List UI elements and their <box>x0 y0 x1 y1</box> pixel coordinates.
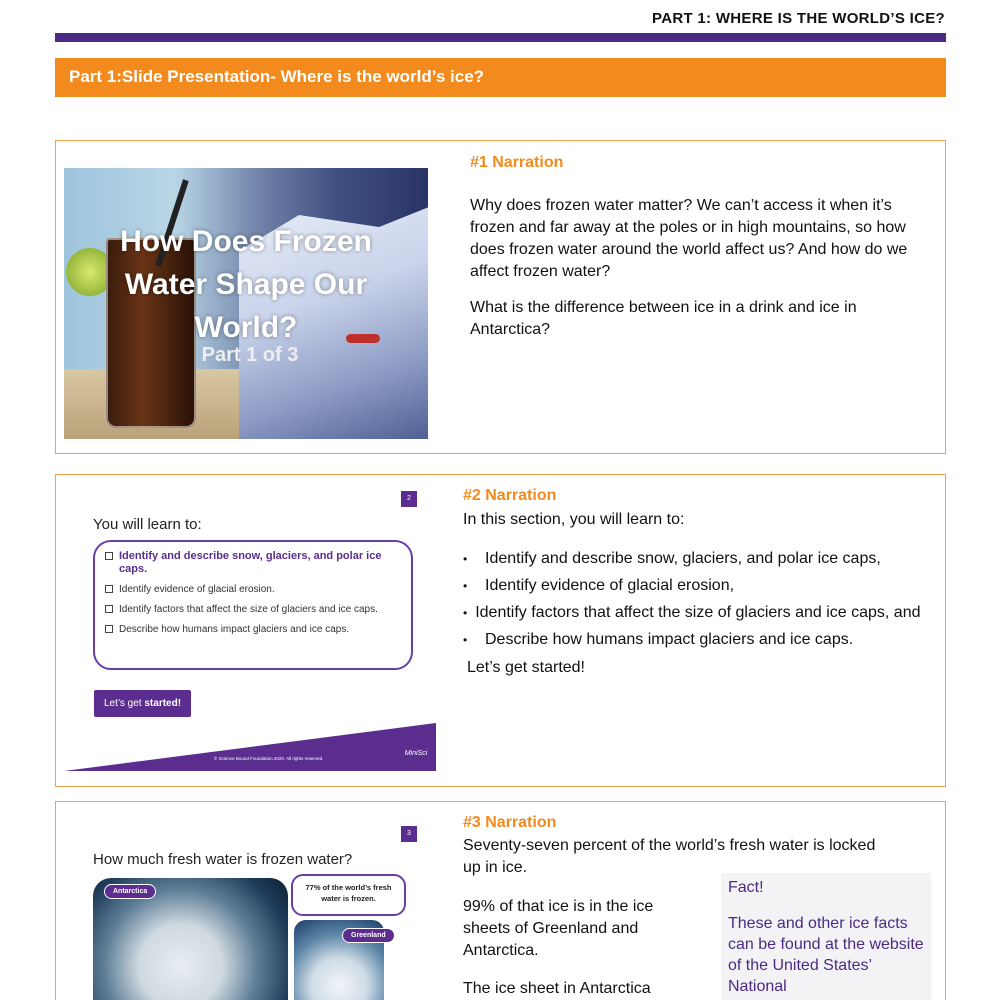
objective-item: Identify and describe snow, glaciers, and polar ice caps. <box>105 550 401 576</box>
section-banner: Part 1:Slide Presentation- Where is the world’s ice? <box>55 58 946 97</box>
narration-card-1 <box>55 140 946 454</box>
bullet-icon: • <box>463 579 468 593</box>
checkbox-icon <box>105 552 113 560</box>
greenland-label: Greenland <box>342 928 395 943</box>
bullet-item: • Describe how humans impact glaciers and ice caps. <box>463 631 854 648</box>
narration-2-closing: Let’s get started! <box>467 659 585 676</box>
slide-number-badge: 3 <box>401 826 417 842</box>
slide-fact-box: 77% of the world’s fresh water is frozen. <box>291 874 406 916</box>
objective-item: Identify evidence of glacial erosion. <box>105 583 401 596</box>
narration-2-title: #2 Narration <box>463 487 557 504</box>
checkbox-icon <box>105 585 113 593</box>
page-header-title: PART 1: WHERE IS THE WORLD’S ICE? <box>652 10 945 27</box>
narration-2-intro: In this section, you will learn to: <box>463 511 685 528</box>
slide-1-subtitle: Part 1 of 3 <box>201 344 299 366</box>
narration-1-title: #1 Narration <box>470 154 564 171</box>
narration-2-text <box>463 509 933 679</box>
narration-1-paragraph: What is the difference between ice in a drink and ice in Antarctica? <box>470 299 857 338</box>
bullet-icon: • <box>463 606 468 620</box>
slide-footer-band <box>64 723 436 771</box>
slide-2-heading: You will learn to: <box>93 516 202 533</box>
header-divider <box>55 33 946 42</box>
checkbox-icon <box>105 605 113 613</box>
narration-3-paragraph: Seventy-seven percent of the world’s fresh water is locked up in ice. <box>463 837 876 876</box>
bullet-icon: • <box>463 552 468 566</box>
bullet-icon: • <box>463 633 468 647</box>
fact-heading: Fact! <box>728 879 764 896</box>
fact-sidebar <box>721 873 931 1000</box>
slide-number-badge: 2 <box>401 491 417 507</box>
checkbox-icon <box>105 625 113 633</box>
narration-1-paragraph: Why does frozen water matter? We can’t access it when it’s frozen and far away at the poles or in high mountains, so how does frozen water around the world affect us? And how do we affect frozen water? <box>470 197 908 280</box>
bullet-item: • Identify and describe snow, glaciers, and polar ice caps, <box>463 550 881 567</box>
narration-card-3 <box>55 801 946 1000</box>
learning-objectives-box <box>93 540 413 670</box>
bullet-item: • Identify factors that affect the size of glaciers and ice caps, and <box>463 604 921 621</box>
bullet-item: • Identify evidence of glacial erosion, <box>463 577 735 594</box>
objective-item: Describe how humans impact glaciers and ice caps. <box>105 623 401 636</box>
narration-3-paragraph: The ice sheet in Antarctica <box>463 980 651 997</box>
slide-3-thumbnail <box>64 810 436 1000</box>
brand-logo: MiniSci <box>404 750 428 757</box>
antarctica-label: Antarctica <box>104 884 156 899</box>
slide-2-thumbnail <box>64 483 436 771</box>
narration-3-text <box>463 896 693 1000</box>
slide-copyright: © Science Bound Foundation 2020. All rights reserved. <box>214 756 324 761</box>
narration-3-paragraph: 99% of that ice is in the ice sheets of Greenland and Antarctica. <box>463 898 654 959</box>
slide-3-question: How much fresh water is frozen water? <box>93 851 353 868</box>
narration-card-2 <box>55 474 946 787</box>
slide-1-thumbnail <box>64 168 428 439</box>
objective-item: Identify factors that affect the size of glaciers and ice caps. <box>105 603 401 616</box>
slide-1-title: How Does Frozen Water Shape Our World? <box>120 225 372 344</box>
fact-text: These and other ice facts can be found at the website of the United States’ National <box>728 915 924 995</box>
get-started-button[interactable]: Let’s get started! <box>94 690 191 717</box>
narration-3-title: #3 Narration <box>463 814 557 831</box>
narration-1-text <box>470 195 935 355</box>
narration-2-bullet-list <box>463 549 933 650</box>
